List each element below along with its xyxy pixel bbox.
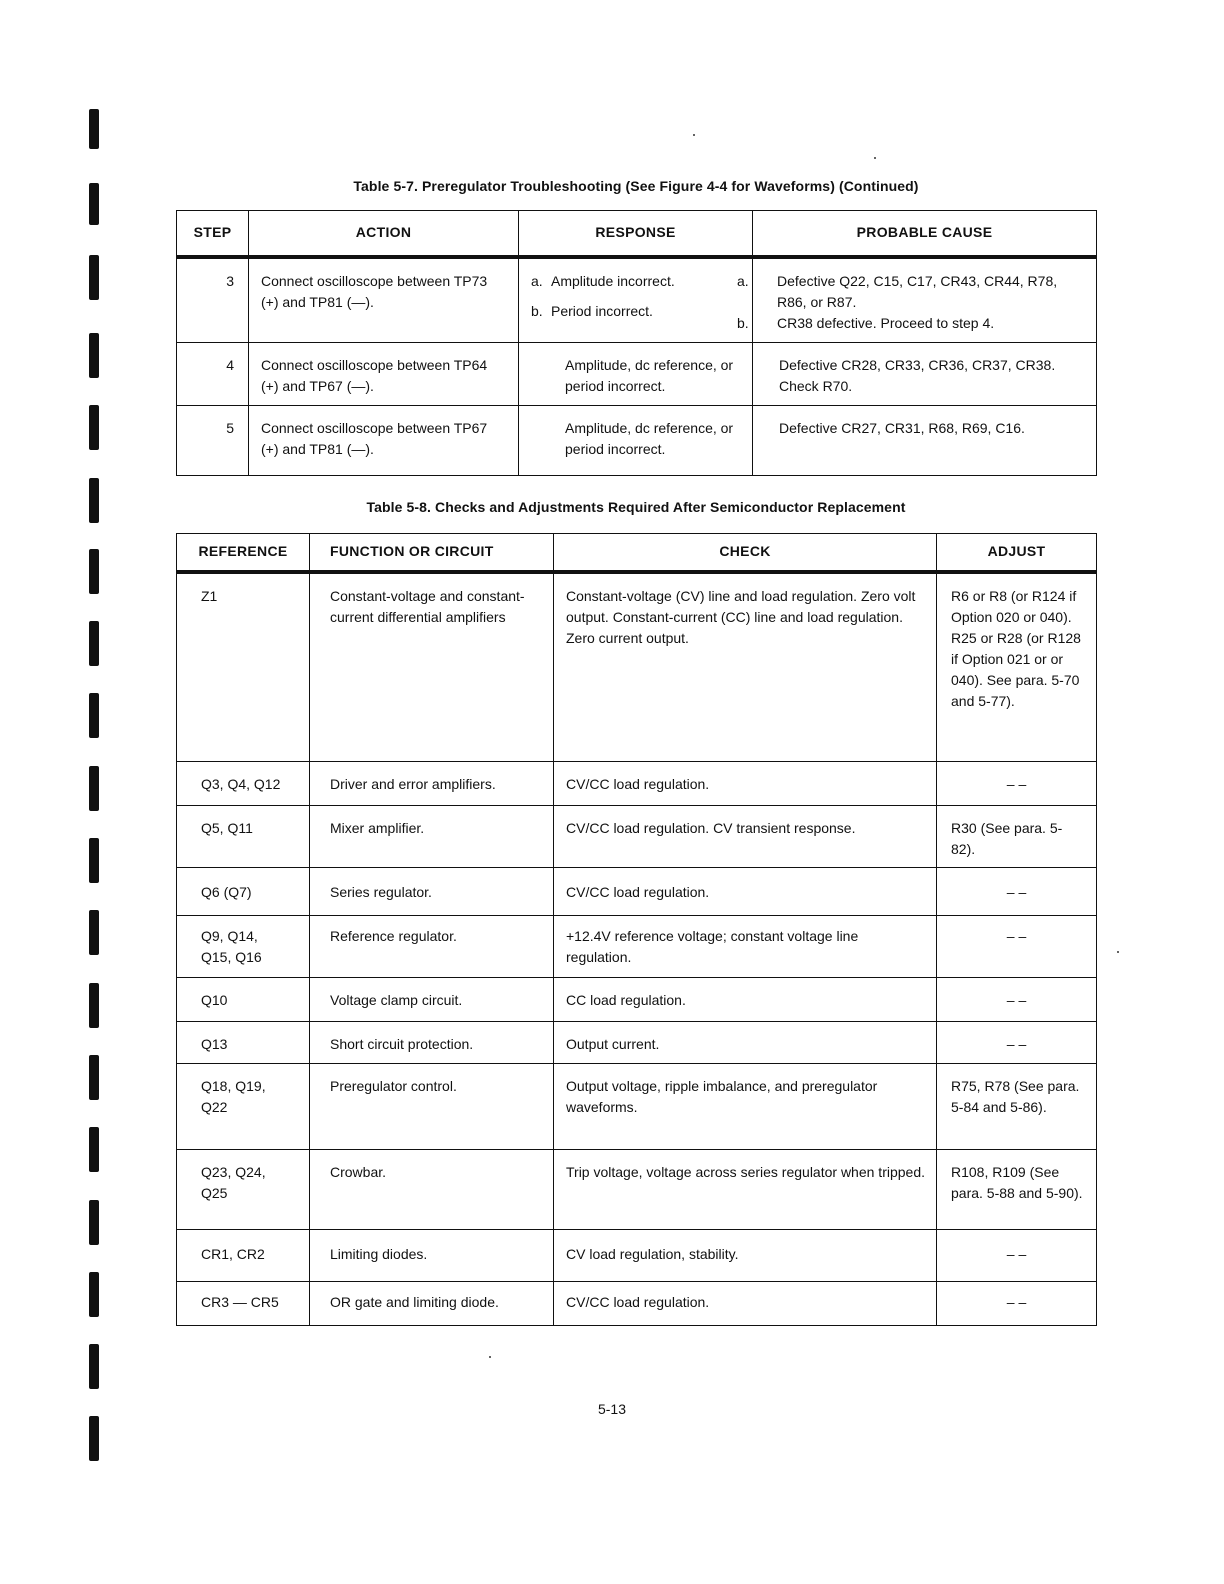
margin-change-bar bbox=[89, 1200, 99, 1245]
response-cell bbox=[519, 406, 753, 476]
function-cell: Constant-voltage and constant-current differential amplifiers bbox=[310, 572, 554, 762]
header-function: FUNCTION OR CIRCUIT bbox=[310, 534, 554, 572]
action-text: Connect oscilloscope between TP73 (+) and TP81 (—). bbox=[261, 272, 488, 310]
table-header-row bbox=[177, 211, 1097, 257]
check-cell: Constant-voltage (CV) line and load regulation. Zero volt output. Constant-current (CC) line and load regulation. Zero current output. bbox=[554, 572, 937, 762]
table-row bbox=[177, 1230, 1097, 1282]
item-label: b. bbox=[737, 314, 749, 331]
reference-cell: Q13 bbox=[177, 1022, 310, 1064]
header-probable-cause: PROBABLE CAUSE bbox=[753, 211, 1097, 257]
reference-cell: Q6 (Q7) bbox=[177, 868, 310, 916]
table-row bbox=[177, 916, 1097, 978]
response-text: Amplitude incorrect. bbox=[551, 272, 675, 289]
table-row bbox=[177, 978, 1097, 1022]
function-cell: Crowbar. bbox=[310, 1150, 554, 1230]
check-cell: CV/CC load regulation. bbox=[554, 1282, 937, 1326]
table-row bbox=[177, 1064, 1097, 1150]
margin-change-bar bbox=[89, 983, 99, 1028]
check-cell: CV/CC load regulation. bbox=[554, 868, 937, 916]
function-cell: Driver and error amplifiers. bbox=[310, 762, 554, 806]
table-5-7-caption: Table 5-7. Preregulator Troubleshooting (See Figure 4-4 for Waveforms) (Continued) bbox=[353, 178, 919, 194]
adjust-cell: R108, R109 (See para. 5-88 and 5-90). bbox=[937, 1150, 1097, 1230]
table-5-8-caption: Table 5-8. Checks and Adjustments Required After Semiconductor Replacement bbox=[366, 499, 906, 515]
adjust-cell: R75, R78 (See para. 5-84 and 5-86). bbox=[937, 1064, 1097, 1150]
response-item bbox=[531, 301, 740, 322]
cause-item bbox=[737, 271, 1084, 313]
action-text: Connect oscilloscope between TP64 (+) and TP67 (—). bbox=[261, 357, 488, 394]
margin-change-bar bbox=[89, 693, 99, 738]
table-row bbox=[177, 257, 1097, 343]
step-number: 4 bbox=[226, 357, 234, 373]
cause-item bbox=[737, 313, 1084, 334]
cause-cell bbox=[737, 257, 1097, 343]
action-text: Connect oscilloscope between TP67 (+) and TP81 (—). bbox=[261, 420, 488, 457]
function-cell: Short circuit protection. bbox=[310, 1022, 554, 1064]
scan-speck bbox=[1117, 951, 1119, 953]
adjust-cell: – – bbox=[937, 868, 1097, 916]
function-cell: Reference regulator. bbox=[310, 916, 554, 978]
item-label: a. bbox=[531, 272, 543, 289]
response-item bbox=[531, 271, 740, 292]
adjust-cell: – – bbox=[937, 978, 1097, 1022]
scan-speck bbox=[874, 157, 876, 159]
cause-text: Defective CR27, CR31, R68, R69, C16. bbox=[779, 420, 1025, 436]
table-row bbox=[177, 1282, 1097, 1326]
table-row bbox=[177, 572, 1097, 762]
item-label: b. bbox=[531, 302, 543, 319]
reference-cell: Z1 bbox=[177, 572, 310, 762]
function-cell: Preregulator control. bbox=[310, 1064, 554, 1150]
margin-change-bar bbox=[89, 478, 99, 523]
response-text: Amplitude, dc reference, or period incorrect. bbox=[565, 420, 734, 457]
adjust-cell: – – bbox=[937, 916, 1097, 978]
margin-change-bar bbox=[89, 405, 99, 450]
table-row bbox=[177, 406, 1097, 476]
margin-change-bar bbox=[89, 766, 99, 811]
margin-change-bar bbox=[89, 183, 99, 225]
header-action: ACTION bbox=[249, 211, 519, 257]
step-cell bbox=[177, 343, 249, 406]
page-number: 5-13 bbox=[597, 1401, 627, 1417]
table-row bbox=[177, 868, 1097, 916]
scan-speck bbox=[489, 1356, 491, 1358]
action-cell bbox=[249, 406, 519, 476]
reference-cell: Q3, Q4, Q12 bbox=[177, 762, 310, 806]
cause-cell bbox=[753, 406, 1097, 476]
table-row bbox=[177, 762, 1097, 806]
margin-change-bar bbox=[89, 838, 99, 883]
response-cell bbox=[519, 257, 753, 343]
header-response: RESPONSE bbox=[519, 211, 753, 257]
reference-cell: CR3 — CR5 bbox=[177, 1282, 310, 1326]
cause-text: Defective Q22, C15, C17, CR43, CR44, R78, R86, or R87. bbox=[777, 272, 1058, 310]
check-cell: CV load regulation, stability. bbox=[554, 1230, 937, 1282]
function-cell: Mixer amplifier. bbox=[310, 806, 554, 868]
margin-change-bar bbox=[89, 1416, 99, 1461]
reference-cell: CR1, CR2 bbox=[177, 1230, 310, 1282]
header-reference: REFERENCE bbox=[177, 534, 310, 572]
table-5-8 bbox=[176, 533, 1097, 1326]
cause-cell bbox=[753, 343, 1097, 406]
table-row bbox=[177, 343, 1097, 406]
check-cell: Output voltage, ripple imbalance, and preregulator waveforms. bbox=[554, 1064, 937, 1150]
function-cell: OR gate and limiting diode. bbox=[310, 1282, 554, 1326]
step-number: 5 bbox=[226, 420, 234, 436]
cause-text: Defective CR28, CR33, CR36, CR37, CR38. Check R70. bbox=[779, 357, 1056, 394]
table-row bbox=[177, 806, 1097, 868]
table-header-row bbox=[177, 534, 1097, 572]
reference-cell: Q10 bbox=[177, 978, 310, 1022]
reference-cell: Q5, Q11 bbox=[177, 806, 310, 868]
margin-change-bar bbox=[89, 1127, 99, 1172]
margin-change-bar bbox=[89, 1344, 99, 1389]
margin-change-bar bbox=[89, 109, 99, 149]
margin-change-bar bbox=[89, 549, 99, 594]
reference-cell: Q23, Q24, Q25 bbox=[177, 1150, 310, 1230]
check-cell: +12.4V reference voltage; constant voltage line regulation. bbox=[554, 916, 937, 978]
header-check: CHECK bbox=[554, 534, 937, 572]
adjust-cell: – – bbox=[937, 1230, 1097, 1282]
check-cell: Output current. bbox=[554, 1022, 937, 1064]
function-cell: Limiting diodes. bbox=[310, 1230, 554, 1282]
action-cell bbox=[249, 343, 519, 406]
adjust-cell: – – bbox=[937, 1282, 1097, 1326]
header-adjust: ADJUST bbox=[937, 534, 1097, 572]
reference-cell: Q9, Q14, Q15, Q16 bbox=[177, 916, 310, 978]
step-cell bbox=[177, 257, 249, 343]
margin-change-bar bbox=[89, 910, 99, 955]
margin-change-bar bbox=[89, 621, 99, 666]
action-cell bbox=[249, 257, 519, 343]
header-step: STEP bbox=[177, 211, 249, 257]
response-cell bbox=[519, 343, 753, 406]
cause-text: CR38 defective. Proceed to step 4. bbox=[777, 314, 995, 331]
step-cell bbox=[177, 406, 249, 476]
margin-change-bar bbox=[89, 333, 99, 378]
adjust-cell: – – bbox=[937, 762, 1097, 806]
function-cell: Series regulator. bbox=[310, 868, 554, 916]
adjust-cell: R6 or R8 (or R124 if Option 020 or 040). R25 or R28 (or R128 if Option 021 or or 040). See para. 5-70 and 5-77). bbox=[937, 572, 1097, 762]
item-label: a. bbox=[737, 272, 749, 289]
check-cell: CV/CC load regulation. CV transient response. bbox=[554, 806, 937, 868]
function-cell: Voltage clamp circuit. bbox=[310, 978, 554, 1022]
scan-speck bbox=[693, 134, 695, 136]
reference-cell: Q18, Q19, Q22 bbox=[177, 1064, 310, 1150]
adjust-cell: – – bbox=[937, 1022, 1097, 1064]
response-text: Amplitude, dc reference, or period incorrect. bbox=[565, 357, 734, 394]
margin-change-bar bbox=[89, 1272, 99, 1317]
response-text: Period incorrect. bbox=[551, 302, 653, 319]
table-5-7 bbox=[176, 210, 1097, 476]
step-number: 3 bbox=[226, 272, 234, 289]
check-cell: Trip voltage, voltage across series regulator when tripped. bbox=[554, 1150, 937, 1230]
table-row bbox=[177, 1150, 1097, 1230]
check-cell: CV/CC load regulation. bbox=[554, 762, 937, 806]
margin-change-bar bbox=[89, 1055, 99, 1100]
adjust-cell: R30 (See para. 5-82). bbox=[937, 806, 1097, 868]
margin-change-bar bbox=[89, 255, 99, 300]
check-cell: CC load regulation. bbox=[554, 978, 937, 1022]
table-row bbox=[177, 1022, 1097, 1064]
